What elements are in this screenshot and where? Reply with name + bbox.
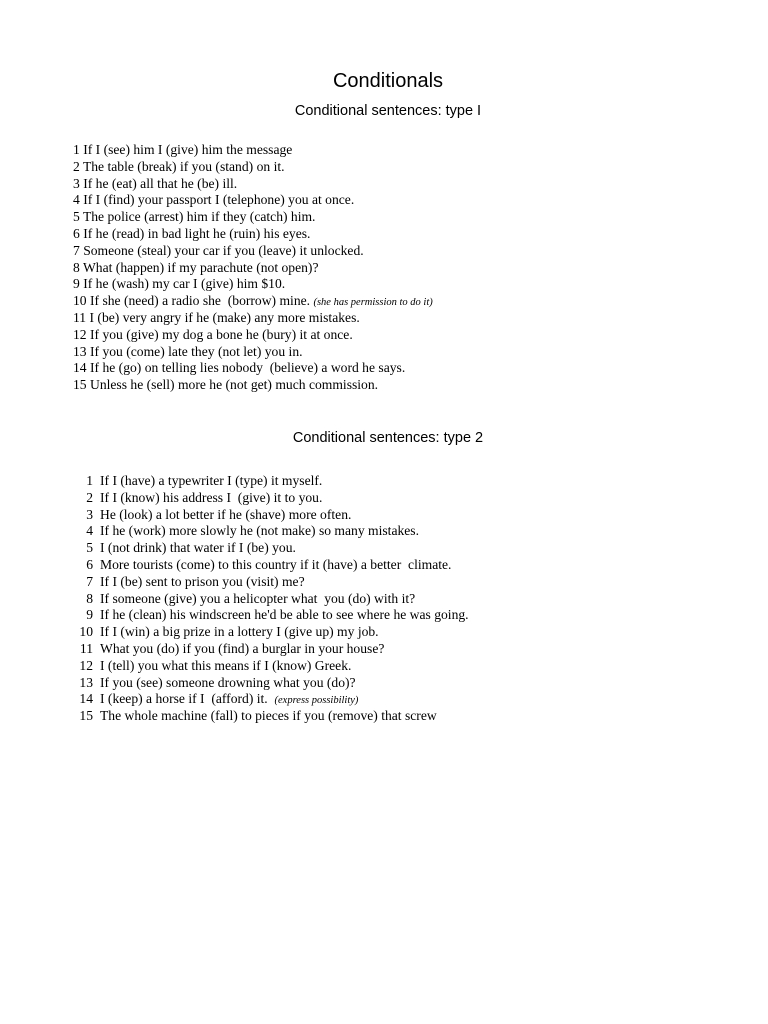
exercise-number: 1 bbox=[86, 473, 93, 488]
exercise-text: If someone (give) you a helicopter what you (do) with it? bbox=[100, 590, 416, 606]
exercise-item bbox=[73, 293, 433, 310]
exercise-text: If I (have) a typewriter I (type) it myself. bbox=[100, 473, 323, 488]
exercise-item bbox=[73, 473, 469, 490]
exercise-text: More tourists (come) to this country if it (have) a better climate. bbox=[100, 556, 452, 572]
exercise-item bbox=[73, 310, 433, 327]
exercise-number: 9 bbox=[86, 607, 93, 623]
exercise-item bbox=[73, 360, 433, 377]
exercise-number: 1 bbox=[73, 142, 80, 157]
exercise-list-type-2 bbox=[73, 473, 469, 725]
exercise-item bbox=[73, 641, 469, 658]
exercise-item bbox=[73, 209, 433, 226]
exercise-number: 11 bbox=[79, 640, 93, 656]
exercise-item bbox=[73, 260, 433, 277]
exercise-item bbox=[73, 377, 433, 394]
exercise-number: 2 bbox=[86, 489, 93, 505]
exercise-item bbox=[73, 540, 469, 557]
exercise-item bbox=[73, 591, 469, 608]
exercise-item bbox=[73, 226, 433, 243]
exercise-item bbox=[73, 675, 469, 692]
exercise-item bbox=[73, 557, 469, 574]
exercise-number: 5 bbox=[86, 540, 93, 556]
exercise-text: If I (win) a big prize in a lottery I (give up) my job. bbox=[100, 624, 379, 640]
exercise-text: If I (be) sent to prison you (visit) me? bbox=[100, 573, 305, 589]
exercise-item bbox=[73, 658, 469, 675]
exercise-item bbox=[73, 708, 469, 725]
exercise-item bbox=[73, 607, 469, 624]
exercise-item bbox=[73, 574, 469, 591]
exercise-item bbox=[73, 159, 433, 176]
exercise-text: If I (see) him I (give) him the message bbox=[83, 142, 293, 157]
exercise-number: 15 bbox=[73, 377, 87, 393]
exercise-text: Someone (steal) your car if you (leave) it unlocked. bbox=[83, 242, 364, 258]
exercise-text: He (look) a lot better if he (shave) more often. bbox=[100, 506, 352, 522]
exercise-item bbox=[73, 176, 433, 193]
exercise-text: I (not drink) that water if I (be) you. bbox=[100, 540, 296, 556]
exercise-text: If you (come) late they (not let) you in. bbox=[90, 343, 303, 359]
exercise-number: 5 bbox=[73, 209, 80, 225]
exercise-text: If he (read) in bad light he (ruin) his eyes. bbox=[83, 225, 311, 241]
exercise-text: What you (do) if you (find) a burglar in your house? bbox=[100, 640, 385, 656]
exercise-text: I (tell) you what this means if I (know) Greek. bbox=[100, 657, 352, 673]
exercise-item bbox=[73, 624, 469, 641]
exercise-number: 9 bbox=[73, 276, 80, 292]
exercise-number: 3 bbox=[86, 506, 93, 522]
exercise-text: Unless he (sell) more he (not get) much commission. bbox=[90, 377, 379, 393]
exercise-text: The whole machine (fall) to pieces if you (remove) that screw bbox=[100, 708, 437, 724]
exercise-item bbox=[73, 243, 433, 260]
exercise-number: 6 bbox=[86, 556, 93, 572]
exercise-text: If I (know) his address I (give) it to you. bbox=[100, 489, 323, 505]
exercise-text: If he (wash) my car I (give) him $10. bbox=[83, 276, 286, 292]
exercise-text: If he (work) more slowly he (not make) so many mistakes. bbox=[100, 523, 419, 539]
exercise-item bbox=[73, 344, 433, 361]
exercise-text: The table (break) if you (stand) on it. bbox=[82, 158, 285, 174]
exercise-number: 8 bbox=[73, 259, 80, 275]
exercise-number: 3 bbox=[73, 175, 80, 191]
exercise-number: 10 bbox=[79, 624, 93, 640]
exercise-text: The police (arrest) him if they (catch) him. bbox=[82, 209, 316, 225]
exercise-text: What (happen) if my parachute (not open)? bbox=[82, 259, 319, 275]
exercise-item bbox=[73, 691, 469, 708]
exercise-item bbox=[73, 523, 469, 540]
exercise-text: If you (give) my dog a bone he (bury) it at once. bbox=[90, 326, 353, 342]
document-title: Conditionals bbox=[332, 70, 444, 92]
exercise-number: 7 bbox=[73, 242, 80, 258]
exercise-number: 11 bbox=[73, 309, 87, 325]
exercise-item bbox=[73, 490, 469, 507]
section-heading-type-1: Conditional sentences: type I bbox=[294, 103, 482, 119]
exercise-number: 8 bbox=[86, 590, 93, 606]
exercise-number: 7 bbox=[86, 573, 93, 589]
exercise-number: 6 bbox=[73, 225, 80, 241]
exercise-note: (express possibility) bbox=[274, 695, 359, 707]
section-heading-type-2: Conditional sentences: type 2 bbox=[292, 430, 484, 446]
exercise-text: If she (need) a radio she (borrow) mine. bbox=[90, 293, 314, 309]
exercise-item bbox=[73, 192, 433, 209]
exercise-text: If I (find) your passport I (telephone) you at once. bbox=[83, 192, 355, 208]
exercise-number: 12 bbox=[73, 326, 87, 342]
exercise-number: 2 bbox=[73, 158, 80, 174]
exercise-number: 12 bbox=[79, 657, 93, 673]
exercise-number: 4 bbox=[73, 192, 80, 208]
exercise-number: 14 bbox=[73, 360, 87, 376]
exercise-number: 4 bbox=[86, 523, 93, 539]
exercise-number: 15 bbox=[79, 708, 93, 724]
exercise-item bbox=[73, 142, 433, 159]
exercise-text: If you (see) someone drowning what you (do)? bbox=[100, 674, 356, 690]
exercise-text: I (keep) a horse if I (afford) it. bbox=[100, 691, 275, 707]
exercise-item bbox=[73, 327, 433, 344]
exercise-text: I (be) very angry if he (make) any more mistakes. bbox=[89, 309, 360, 325]
exercise-number: 10 bbox=[73, 293, 87, 309]
exercise-item bbox=[73, 276, 433, 293]
exercise-note: (she has permission to do it) bbox=[313, 297, 433, 309]
exercise-number: 13 bbox=[79, 674, 93, 690]
exercise-number: 14 bbox=[79, 691, 93, 707]
exercise-item bbox=[73, 507, 469, 524]
exercise-text: If he (eat) all that he (be) ill. bbox=[83, 175, 238, 191]
exercise-number: 13 bbox=[73, 343, 87, 359]
exercise-text: If he (go) on telling lies nobody (believe) a word he says. bbox=[90, 360, 406, 376]
exercise-list-type-1 bbox=[73, 142, 433, 394]
exercise-text: If he (clean) his windscreen he'd be able to see where he was going. bbox=[100, 607, 469, 623]
